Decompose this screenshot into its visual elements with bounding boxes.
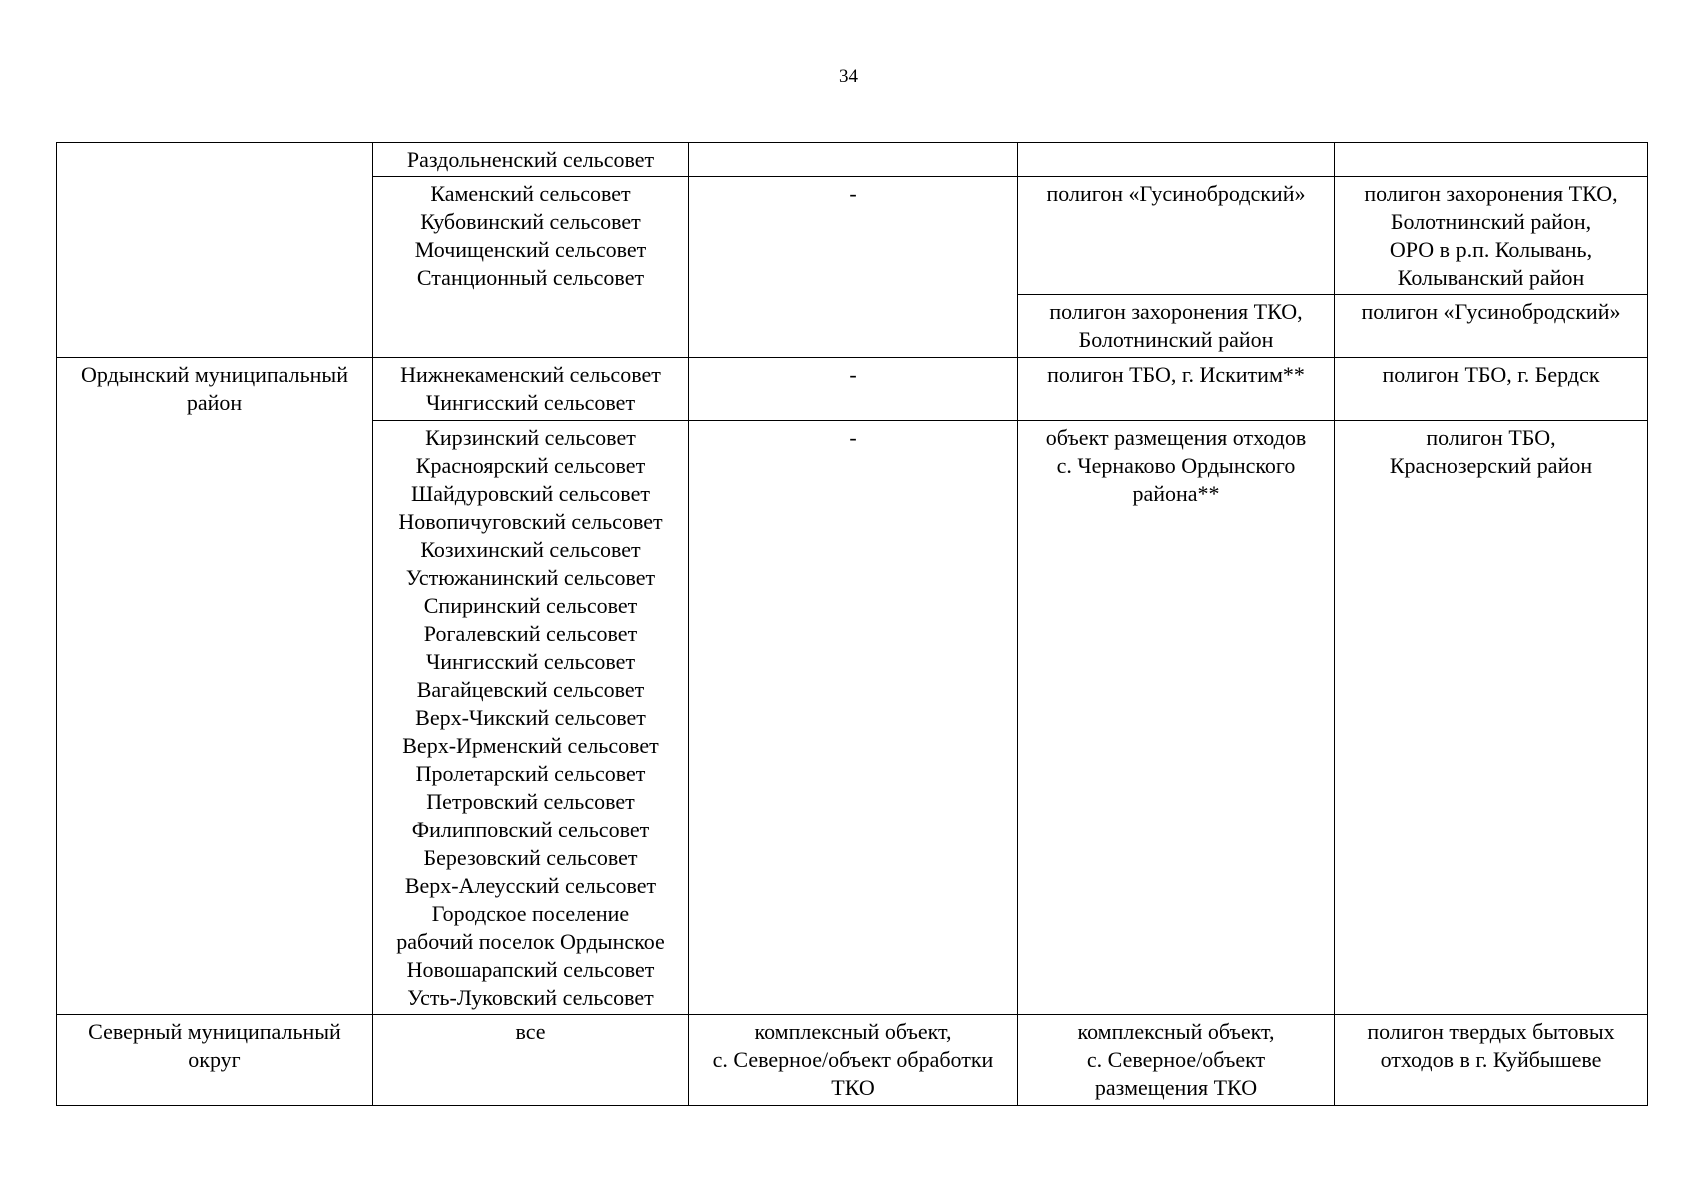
primary-disposal-text: с. Чернаково Ордынского	[1056, 453, 1296, 478]
settlement-name: Козихинский сельсовет	[420, 537, 641, 562]
district-cell	[57, 358, 373, 1015]
settlement-name: Чингисский сельсовет	[425, 390, 636, 415]
processing-value: -	[849, 425, 857, 450]
settlement-name: Устюжанинский сельсовет	[405, 565, 656, 590]
primary-disposal-cell	[1018, 421, 1335, 1015]
settlements-cell	[373, 143, 689, 177]
table-row	[57, 358, 1648, 421]
primary-disposal-cell	[1018, 1015, 1335, 1106]
settlement-name: Рогалевский сельсовет	[423, 621, 638, 646]
primary-disposal-text: полигон захоронения ТКО,	[1049, 299, 1303, 324]
settlement-name: Шайдуровский сельсовет	[411, 481, 650, 506]
processing-value: комплексный объект,	[754, 1019, 952, 1044]
district-cell	[57, 1015, 373, 1106]
settlement-name: Спиринский сельсовет	[423, 593, 638, 618]
settlement-name: рабочий поселок Ордынское	[396, 929, 665, 954]
reserve-disposal-cell	[1335, 358, 1648, 421]
primary-disposal-text: района**	[1132, 481, 1220, 506]
primary-disposal-text: полигон «Гусинобродский»	[1046, 181, 1306, 206]
district-name: Ордынский муниципальный	[81, 362, 348, 387]
primary-disposal-cell	[1018, 358, 1335, 421]
reserve-disposal-cell	[1335, 295, 1648, 358]
processing-cell	[689, 358, 1018, 421]
processing-value: ТКО	[831, 1075, 875, 1100]
processing-cell	[689, 421, 1018, 1015]
settlement-name: Петровский сельсовет	[426, 789, 635, 814]
reserve-disposal-text: полигон захоронения ТКО,	[1364, 181, 1618, 206]
district-cell	[57, 143, 373, 358]
reserve-disposal-text: Колыванский район	[1397, 265, 1585, 290]
settlement-name: Нижнекаменский сельсовет	[400, 362, 661, 387]
settlement-name: Кубовинский сельсовет	[420, 209, 641, 234]
settlement-name: все	[515, 1019, 546, 1044]
settlement-name: Каменский сельсовет	[430, 181, 631, 206]
page-number: 34	[839, 66, 858, 87]
reserve-disposal-text: ОРО в р.п. Колывань,	[1389, 237, 1593, 262]
primary-disposal-text: размещения ТКО	[1094, 1075, 1258, 1100]
district-name: округ	[188, 1047, 241, 1072]
processing-cell	[689, 177, 1018, 358]
settlements-cell	[373, 358, 689, 421]
settlements-cell	[373, 177, 689, 358]
settlement-name: Березовский сельсовет	[423, 845, 638, 870]
primary-disposal-text: комплексный объект,	[1077, 1019, 1275, 1044]
reserve-disposal-cell	[1335, 1015, 1648, 1106]
processing-value: -	[849, 181, 857, 206]
reserve-disposal-text: Краснозерский район	[1389, 453, 1593, 478]
settlement-name: Раздольненский сельсовет	[406, 147, 655, 172]
processing-value: с. Северное/объект обработки	[712, 1047, 994, 1072]
settlement-name: Усть-Луковский сельсовет	[407, 985, 654, 1010]
settlement-name: Новопичуговский сельсовет	[398, 509, 663, 534]
settlement-name: Верх-Ирменский сельсовет	[402, 733, 659, 758]
settlement-name: Новошарапский сельсовет	[406, 957, 655, 982]
primary-disposal-text: объект размещения отходов	[1045, 425, 1307, 450]
reserve-disposal-text: полигон «Гусинобродский»	[1361, 299, 1621, 324]
primary-disposal-text: полигон ТБО, г. Искитим**	[1047, 362, 1305, 387]
primary-disposal-text: Болотнинский район	[1078, 327, 1274, 352]
table-row	[57, 143, 1648, 177]
reserve-disposal-text: полигон ТБО, г. Бердск	[1382, 362, 1600, 387]
reserve-disposal-text: полигон ТБО,	[1426, 425, 1556, 450]
processing-cell	[689, 143, 1018, 177]
settlement-name: Мочищенский сельсовет	[414, 237, 647, 262]
processing-value: -	[849, 362, 857, 387]
settlement-name: Станционный сельсовет	[416, 265, 645, 290]
reserve-disposal-cell	[1335, 177, 1648, 295]
settlement-name: Вагайцевский сельсовет	[416, 677, 645, 702]
reserve-disposal-text: полигон твердых бытовых	[1367, 1019, 1615, 1044]
settlement-name: Верх-Алеусский сельсовет	[404, 873, 657, 898]
processing-cell	[689, 1015, 1018, 1106]
settlement-name: Филипповский сельсовет	[411, 817, 650, 842]
settlements-cell	[373, 1015, 689, 1106]
reserve-disposal-text: Болотнинский район,	[1390, 209, 1592, 234]
reserve-disposal-cell	[1335, 143, 1648, 177]
settlement-name: Верх-Чикский сельсовет	[415, 705, 646, 730]
settlements-cell	[373, 421, 689, 1015]
settlement-name: Красноярский сельсовет	[415, 453, 646, 478]
district-name: район	[186, 390, 243, 415]
primary-disposal-text: с. Северное/объект	[1086, 1047, 1266, 1072]
settlement-name: Чингисский сельсовет	[425, 649, 636, 674]
settlement-name: Пролетарский сельсовет	[415, 761, 646, 786]
settlement-name: Городское поселение	[431, 901, 630, 926]
reserve-disposal-text: отходов в г. Куйбышеве	[1380, 1047, 1602, 1072]
primary-disposal-cell	[1018, 177, 1335, 295]
primary-disposal-cell	[1018, 143, 1335, 177]
district-name: Северный муниципальный	[88, 1019, 341, 1044]
settlement-name: Кирзинский сельсовет	[425, 425, 636, 450]
table-row	[57, 1015, 1648, 1106]
primary-disposal-cell	[1018, 295, 1335, 358]
waste-routing-table	[56, 142, 1648, 1106]
reserve-disposal-cell	[1335, 421, 1648, 1015]
